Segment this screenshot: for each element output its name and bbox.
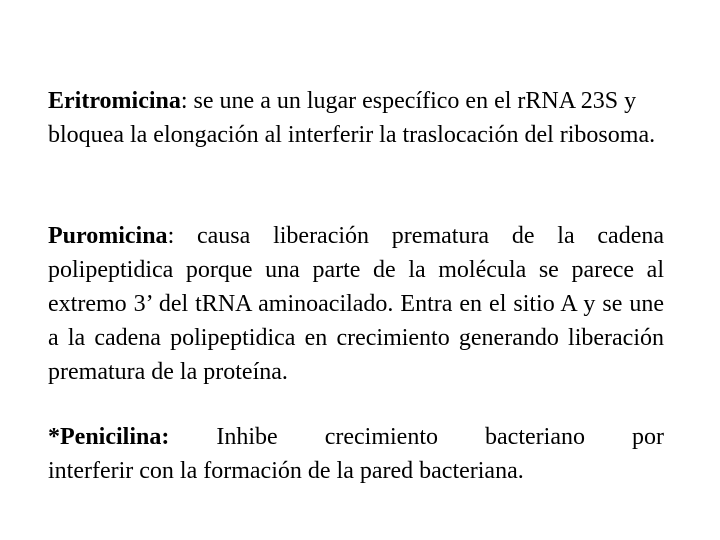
- paragraph-puromicina: [48, 219, 664, 389]
- description-penicilina-line1: Inhibe crecimiento bacteriano por: [169, 424, 664, 450]
- description-penicilina-line2: interferir con la formación de la pared bacteriana.: [48, 458, 524, 484]
- term-penicilina: *Penicilina:: [48, 424, 170, 450]
- paragraph-penicilina: [48, 420, 664, 488]
- term-puromicina: Puromicina: [48, 223, 168, 249]
- term-eritromicina: Eritromicina: [48, 88, 181, 114]
- description-puromicina: : causa liberación prematura de la cadena polipeptidica porque una parte de la molécula se parece al extremo 3’ del tRNA aminoacilado. Entra en el sitio A y se une a la cadena polipeptidica en crecimiento generando liberación prematura de la proteína.: [48, 223, 664, 385]
- description-eritromicina: : se une a un lugar específico en el rRNA 23S y bloquea la elongación al interferir la traslocación del ribosoma.: [48, 88, 656, 148]
- paragraph-eritromicina: [48, 84, 664, 152]
- penicilina-first-line: [48, 420, 664, 454]
